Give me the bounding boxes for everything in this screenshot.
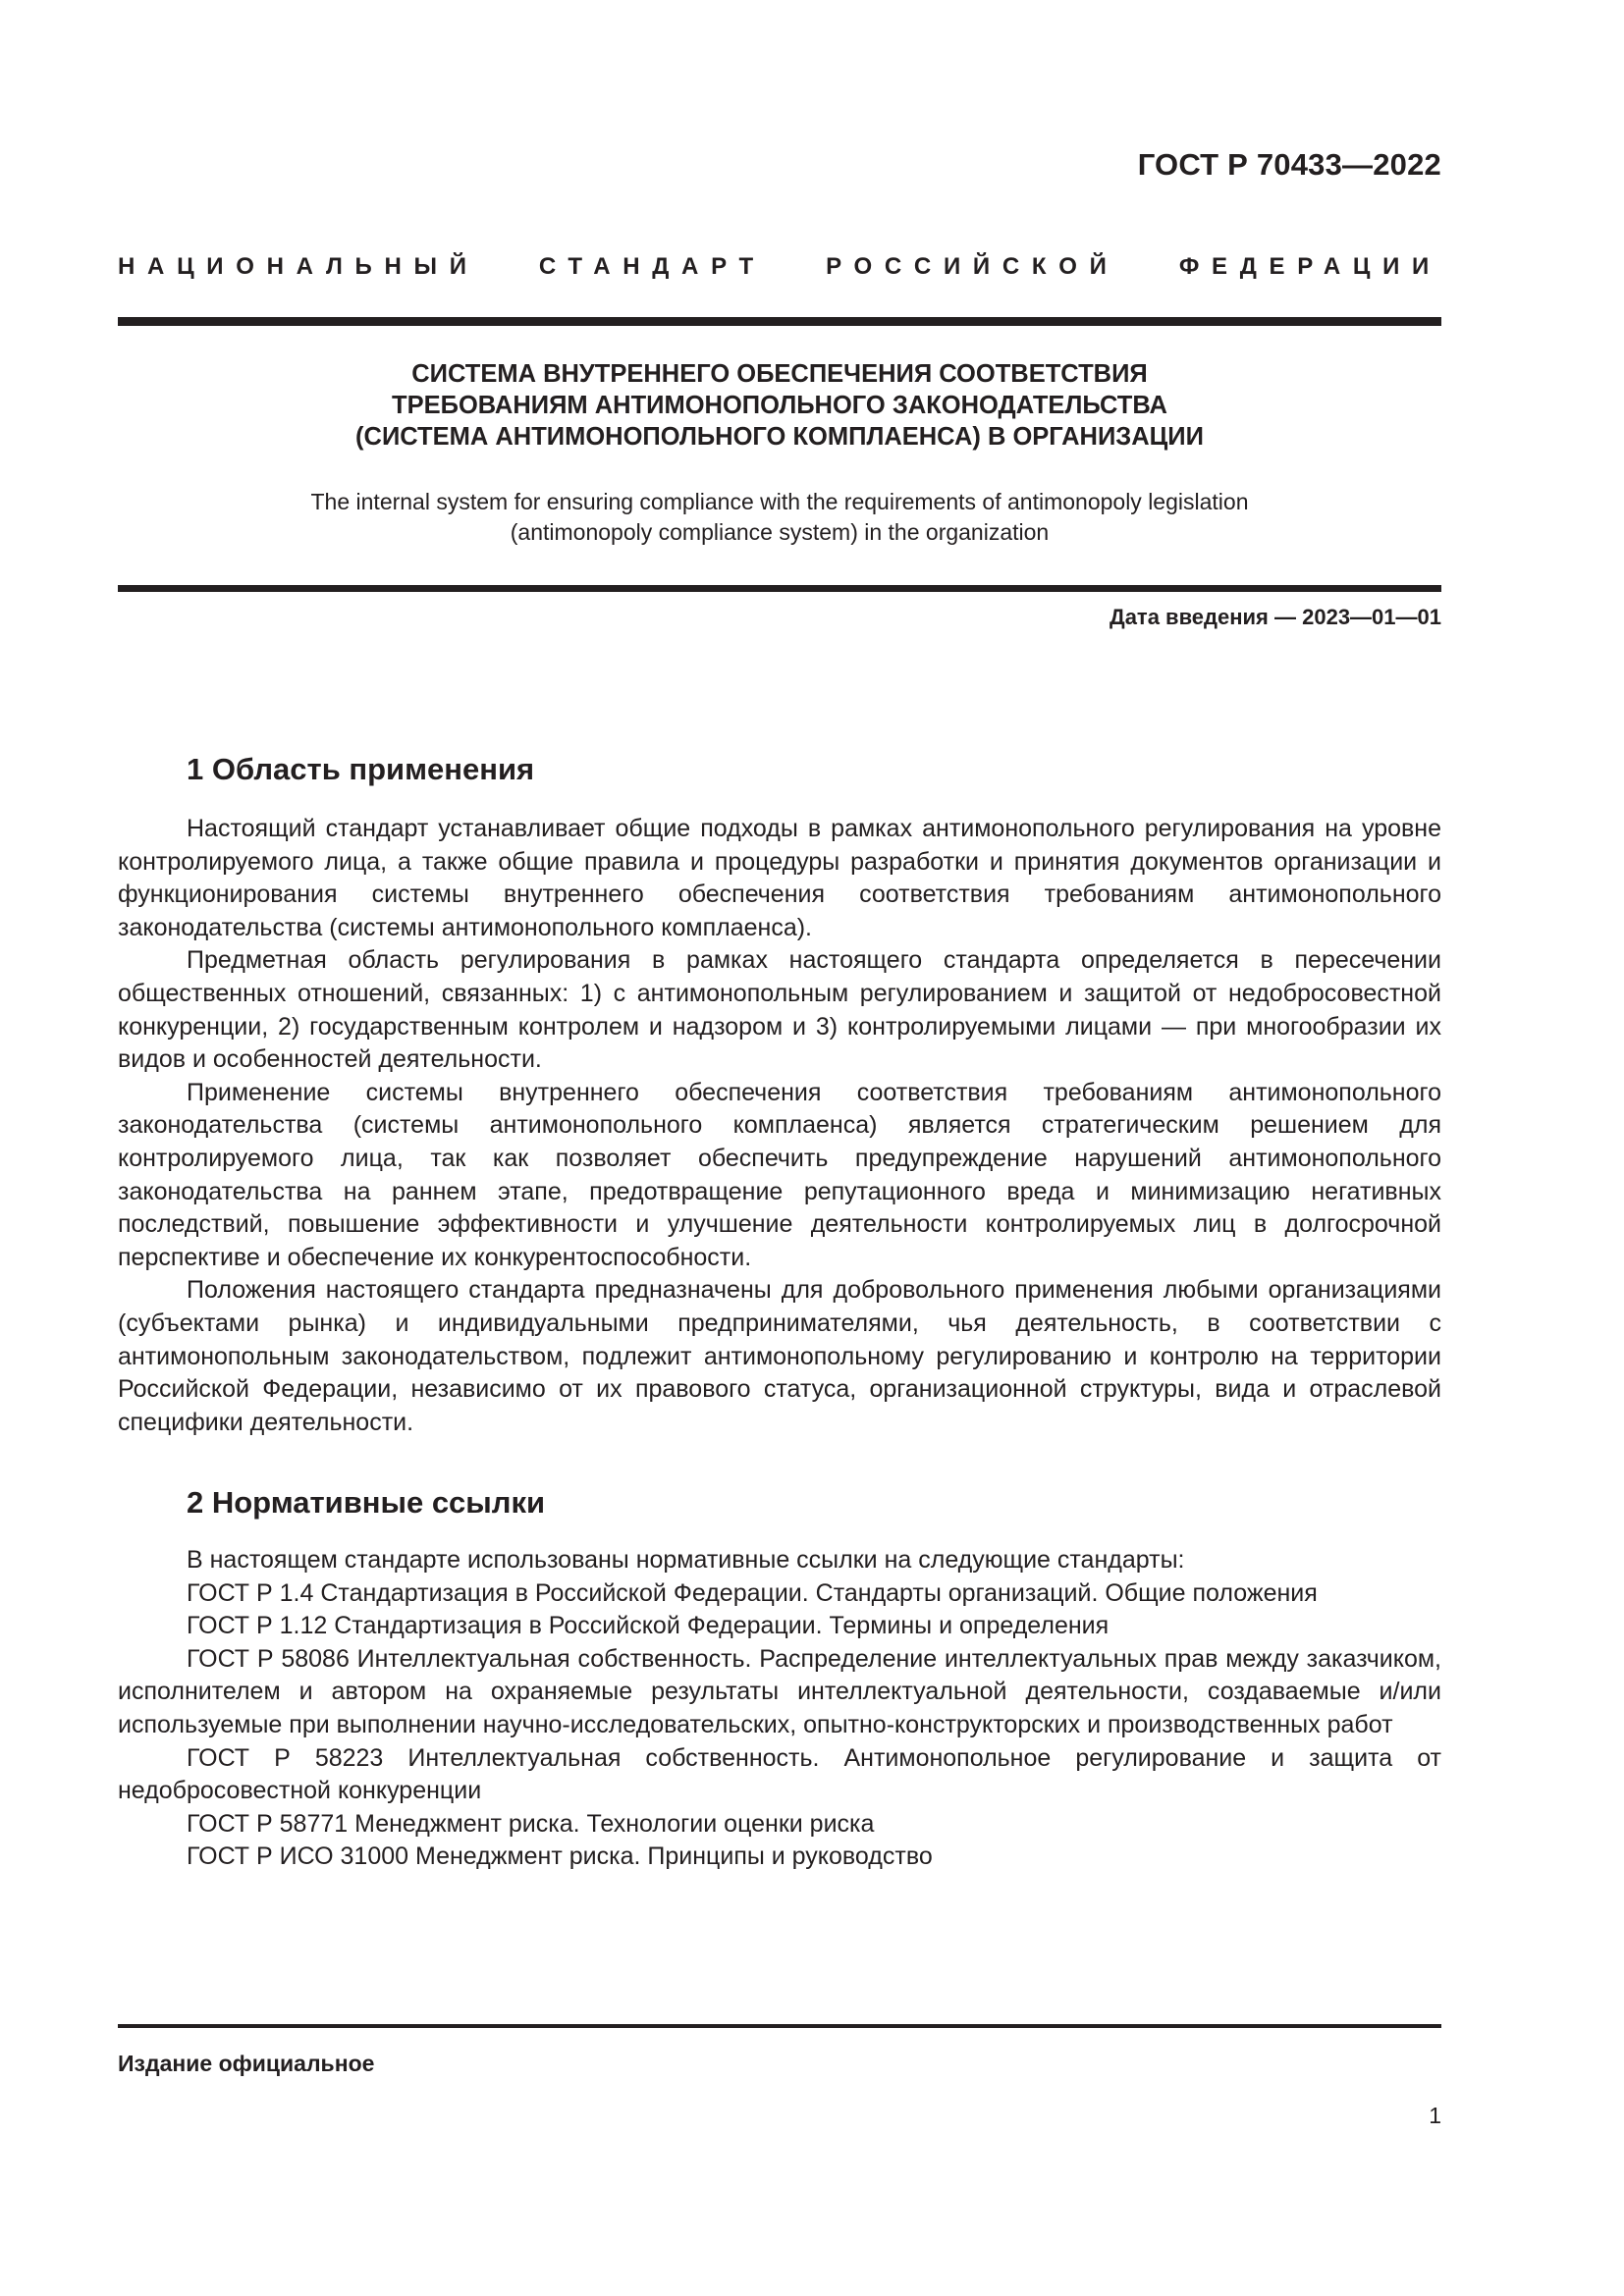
title-english — [118, 487, 1441, 548]
footer-rule — [118, 2024, 1441, 2028]
paragraph: Настоящий стандарт устанавливает общие подходы в рамках антимонопольного регулирования на уровне контролируемого лица, а также общие правила и процедуры разработки и принятия документов организации и функционирования системы внутреннего обеспечения соответствия требованиям антимонопольного законодательства (системы антимонопольного комплаенса). — [118, 815, 1441, 941]
national-standard-banner: НАЦИОНАЛЬНЫЙ СТАНДАРТ РОССИЙСКОЙ ФЕДЕРАЦИИ — [118, 253, 1441, 280]
reference-item: ГОСТ Р 1.4 Стандартизация в Российской Федерации. Стандарты организаций. Общие положения — [187, 1578, 1318, 1607]
reference-item: ГОСТ Р 58086 Интеллектуальная собственность. Распределение интеллектуальных прав между заказчиком, исполнителем и автором на охраняемые результаты интеллектуальной деятельности, создаваемые и/или используемые при выполнении научно-исследовательских, опытно-конструкторских и производственных работ — [118, 1644, 1441, 1738]
title-en-line: The internal system for ensuring compliance with the requirements of antimonopoly legislation — [310, 489, 1249, 514]
paragraph: Применение системы внутреннего обеспечения соответствия требованиям антимонопольного законодательства (системы антимонопольного комплаенса) является стратегическим решением для контролируемого лица, так как позволяет обеспечить предупреждение нарушений антимонопольного законодательства на раннем этапе, предотвращение репутационного вреда и минимизацию негативных последствий, повышение эффективности и улучшение деятельности контролируемых лиц в долгосрочной перспективе и обеспечение их конкурентоспособности. — [118, 1078, 1441, 1271]
reference-item: ГОСТ Р 58771 Менеджмент риска. Технологии оценки риска — [187, 1809, 875, 1838]
document-code: ГОСТ Р 70433—2022 — [1137, 147, 1441, 182]
reference-item: ГОСТ Р 1.12 Стандартизация в Российской Федерации. Термины и определения — [187, 1612, 1110, 1640]
paragraph: Положения настоящего стандарта предназначены для добровольного применения любыми организациями (субъектами рынка) и индивидуальными предпринимателями, чья деятельность, в соответствии с антимонопольным законодательством, подлежит антимонопольному регулированию и контролю на территории Российской Федерации, независимо от их правового статуса, организационной структуры, вида и отраслевой специфики деятельности. — [118, 1276, 1441, 1436]
reference-item: ГОСТ Р ИСО 31000 Менеджмент риска. Принципы и руководство — [187, 1842, 933, 1871]
section-1-body — [118, 813, 1441, 1439]
title-ru-line: (СИСТЕМА АНТИМОНОПОЛЬНОГО КОМПЛАЕНСА) В ОРГАНИЗАЦИИ — [355, 423, 1204, 451]
edition-label: Издание официальное — [118, 2051, 375, 2076]
page-number: 1 — [1429, 2103, 1441, 2128]
introduction-date: Дата введения — 2023—01—01 — [1110, 605, 1441, 629]
title-ru-line: СИСТЕМА ВНУТРЕННЕГО ОБЕСПЕЧЕНИЯ СООТВЕТСТВИЯ — [411, 360, 1148, 388]
reference-item: ГОСТ Р 58223 Интеллектуальная собственность. Антимонопольное регулирование и защита от недобросовестной конкуренции — [118, 1743, 1441, 1805]
title-russian — [118, 358, 1441, 453]
middle-rule — [118, 585, 1441, 592]
title-ru-line: ТРЕБОВАНИЯМ АНТИМОНОПОЛЬНОГО ЗАКОНОДАТЕЛЬСТВА — [392, 392, 1167, 419]
section-2-body — [118, 1544, 1441, 1874]
top-rule — [118, 317, 1441, 326]
section-2-heading: 2 Нормативные ссылки — [187, 1485, 546, 1520]
title-en-line: (antimonopoly compliance system) in the organization — [510, 519, 1050, 545]
paragraph: Предметная область регулирования в рамках настоящего стандарта определяется в пересечении общественных отношений, связанных: 1) с антимонопольным регулированием и защитой от недобросовестной конкуренции, 2) государственным контролем и надзором и 3) контролируемыми лицами — при многообразии их видов и особенностей деятельности. — [118, 946, 1441, 1074]
paragraph: В настоящем стандарте использованы нормативные ссылки на следующие стандарты: — [187, 1546, 1185, 1574]
section-1-heading: 1 Область применения — [187, 752, 535, 786]
